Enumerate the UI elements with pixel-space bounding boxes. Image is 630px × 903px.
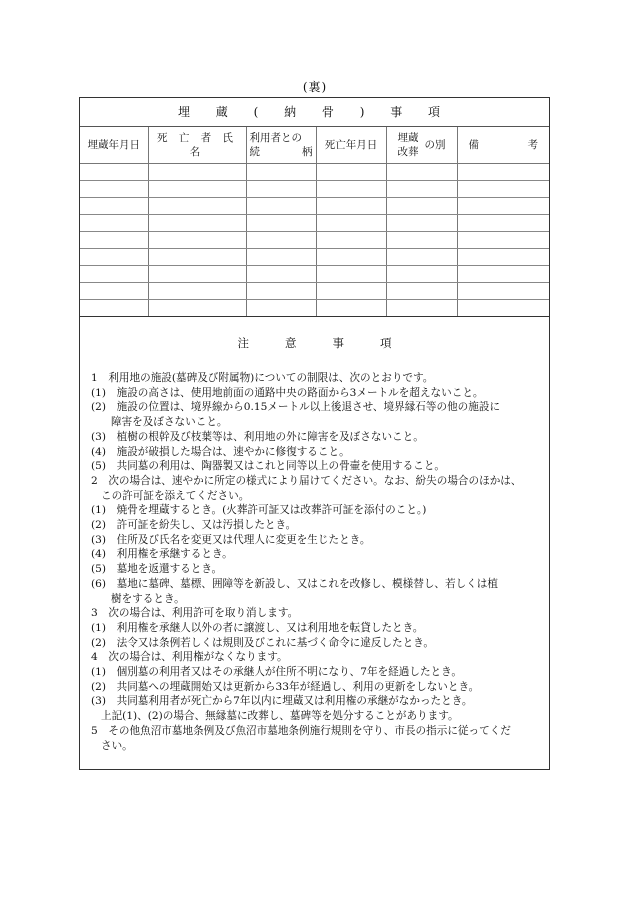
- note-line: (4) 施設が破損した場合は、速やかに修復すること。: [91, 445, 350, 458]
- table-row: [80, 283, 549, 300]
- header-kind-burial: 埋蔵: [397, 132, 419, 144]
- note-line: (1) 施設の高さは、使用地前面の通路中央の路面から3メートルを超えないこと。: [91, 386, 484, 399]
- notes-title-char: 意: [285, 336, 297, 350]
- header-remarks-char1: 備: [468, 139, 479, 151]
- note-line: 上記(1)、(2)の場合、無縁墓に改葬し、墓碑等を処分することがあります。: [101, 710, 459, 723]
- note-line: 障害を及ぼさないこと。: [111, 416, 228, 429]
- table-cell[interactable]: [457, 215, 549, 232]
- table-cell[interactable]: [246, 181, 316, 198]
- note-line: (1) 焼骨を埋蔵するとき。(火葬許可証又は改葬許可証を添付のこと。): [91, 504, 427, 517]
- table-cell[interactable]: [457, 283, 549, 300]
- note-line: 1 利用地の施設(墓碑及び附属物)についての制限は、次のとおりです。: [91, 372, 434, 384]
- table-cell[interactable]: [80, 266, 148, 283]
- table-cell[interactable]: [457, 300, 549, 317]
- header-burial-kind: [386, 127, 457, 164]
- table-cell[interactable]: [386, 300, 457, 317]
- table-cell[interactable]: [316, 266, 386, 283]
- table-cell[interactable]: [80, 215, 148, 232]
- table-cell[interactable]: [316, 164, 386, 181]
- note-line: (5) 共同墓の利用は、陶器製又はこれと同等以上の骨壷を使用すること。: [91, 460, 446, 473]
- table-cell[interactable]: [148, 266, 246, 283]
- header-death-date: 死亡年月日: [316, 127, 386, 164]
- table-cell[interactable]: [457, 266, 549, 283]
- header-deceased-name: 死 亡 者 氏 名: [148, 127, 246, 164]
- table-cell[interactable]: [457, 181, 549, 198]
- table-cell[interactable]: [386, 249, 457, 266]
- table-row: [80, 266, 549, 283]
- permit-back-form: [79, 97, 550, 770]
- table-cell[interactable]: [457, 164, 549, 181]
- table-cell[interactable]: [148, 249, 246, 266]
- table-cell[interactable]: [316, 283, 386, 300]
- table-cell[interactable]: [316, 232, 386, 249]
- table-cell[interactable]: [148, 181, 246, 198]
- notes-title-char: 項: [380, 336, 392, 350]
- table-cell[interactable]: [386, 266, 457, 283]
- table-row: [80, 215, 549, 232]
- table-cell[interactable]: [457, 232, 549, 249]
- table-cell[interactable]: [80, 232, 148, 249]
- table-cell[interactable]: [246, 215, 316, 232]
- note-line: (2) 許可証を紛失し、又は汚損したとき。: [91, 519, 297, 532]
- table-cell[interactable]: [457, 198, 549, 215]
- table-row: [80, 300, 549, 317]
- header-kind-reburial: 改葬: [397, 146, 419, 158]
- table-cell[interactable]: [148, 198, 246, 215]
- table-cell[interactable]: [148, 215, 246, 232]
- notes-title: [80, 335, 549, 351]
- table-cell[interactable]: [246, 283, 316, 300]
- table-cell[interactable]: [316, 215, 386, 232]
- table-cell[interactable]: [148, 283, 246, 300]
- note-line: (2) 施設の位置は、境界線から0.15メートル以上後退させ、境界縁石等の他の施設に: [91, 401, 501, 414]
- table-cell[interactable]: [246, 300, 316, 317]
- table-cell[interactable]: [386, 232, 457, 249]
- header-relationship-line1: 利用者との: [249, 132, 302, 144]
- header-remarks-char2: 考: [527, 139, 538, 151]
- table-cell[interactable]: [316, 249, 386, 266]
- table-row: [80, 181, 549, 198]
- note-line: さい。: [101, 739, 133, 752]
- table-cell[interactable]: [148, 232, 246, 249]
- table-cell[interactable]: [386, 198, 457, 215]
- note-line: (4) 利用権を承継するとき。: [91, 548, 233, 561]
- note-line: (5) 墓地を返還するとき。: [91, 563, 223, 576]
- table-cell[interactable]: [80, 198, 148, 215]
- table-cell[interactable]: [148, 164, 246, 181]
- header-relationship-char2: 柄: [302, 146, 313, 158]
- header-relationship-char1: 続: [249, 146, 260, 158]
- note-line: 3 次の場合は、利用許可を取り消します。: [91, 607, 299, 620]
- table-row: [80, 232, 549, 249]
- header-burial-date: 埋蔵年月日: [80, 127, 148, 164]
- notes-title-char: 注: [237, 336, 249, 350]
- header-kind-suffix: の別: [424, 139, 446, 151]
- note-line: 4 次の場合は、利用権がなくなります。: [91, 651, 288, 664]
- table-cell[interactable]: [386, 283, 457, 300]
- table-cell[interactable]: [148, 300, 246, 317]
- burial-section-title: 埋 蔵 ( 納 骨 ) 事 項: [80, 98, 549, 127]
- note-line: この許可証を添えてください。: [101, 489, 250, 502]
- header-remarks: [457, 127, 549, 164]
- table-cell[interactable]: [246, 198, 316, 215]
- note-line: 樹をするとき。: [111, 592, 185, 605]
- table-cell[interactable]: [246, 249, 316, 266]
- table-cell[interactable]: [80, 181, 148, 198]
- table-cell[interactable]: [386, 215, 457, 232]
- note-line: (3) 共同墓利用者が死亡から7年以内に埋蔵又は利用権の承継がなかったとき。: [91, 695, 473, 708]
- note-line: (1) 個別墓の利用者又はその承継人が住所不明になり、7年を経過したとき。: [91, 666, 462, 679]
- table-cell[interactable]: [316, 300, 386, 317]
- note-line: (1) 利用権を承継人以外の者に譲渡し、又は利用地を転貸したとき。: [91, 621, 424, 634]
- table-cell[interactable]: [386, 181, 457, 198]
- table-cell[interactable]: [246, 266, 316, 283]
- table-cell[interactable]: [457, 249, 549, 266]
- note-line: 2 次の場合は、速やかに所定の様式により届けてください。なお、紛失の場合のほかは、: [91, 474, 522, 487]
- table-row: [80, 198, 549, 215]
- table-cell[interactable]: [80, 283, 148, 300]
- header-relationship: [246, 127, 316, 164]
- table-cell[interactable]: [80, 300, 148, 317]
- note-line: (6) 墓地に墓碑、墓標、囲障等を新設し、又はこれを改修し、模様替し、若しくは植: [91, 577, 498, 590]
- table-cell[interactable]: [316, 198, 386, 215]
- table-header-row: [80, 127, 549, 164]
- table-cell[interactable]: [80, 164, 148, 181]
- table-cell[interactable]: [316, 181, 386, 198]
- notes-list: [80, 371, 549, 753]
- table-cell[interactable]: [80, 249, 148, 266]
- note-line: (2) 法令又は条例若しくは規則及びこれに基づく命令に違反したとき。: [91, 636, 434, 649]
- note-line: (2) 共同墓への埋蔵開始又は更新から33年が経過し、利用の更新をしないとき。: [91, 680, 480, 693]
- note-line: (3) 住所及び氏名を変更又は代理人に変更を生じたとき。: [91, 533, 371, 546]
- table-row: [80, 164, 549, 181]
- burial-records-body: [80, 164, 549, 317]
- note-line: (3) 植樹の根幹及び枝葉等は、利用地の外に障害を及ぼさないこと。: [91, 430, 424, 443]
- note-line: 5 その他魚沼市墓地条例及び魚沼市墓地条例施行規則を守り、市長の指示に従ってくだ: [91, 724, 511, 737]
- table-cell[interactable]: [246, 232, 316, 249]
- burial-records-table: [80, 127, 549, 317]
- table-row: [80, 249, 549, 266]
- table-cell[interactable]: [386, 164, 457, 181]
- notes-title-char: 事: [332, 336, 344, 350]
- table-cell[interactable]: [246, 164, 316, 181]
- back-side-label: (裏): [302, 80, 328, 94]
